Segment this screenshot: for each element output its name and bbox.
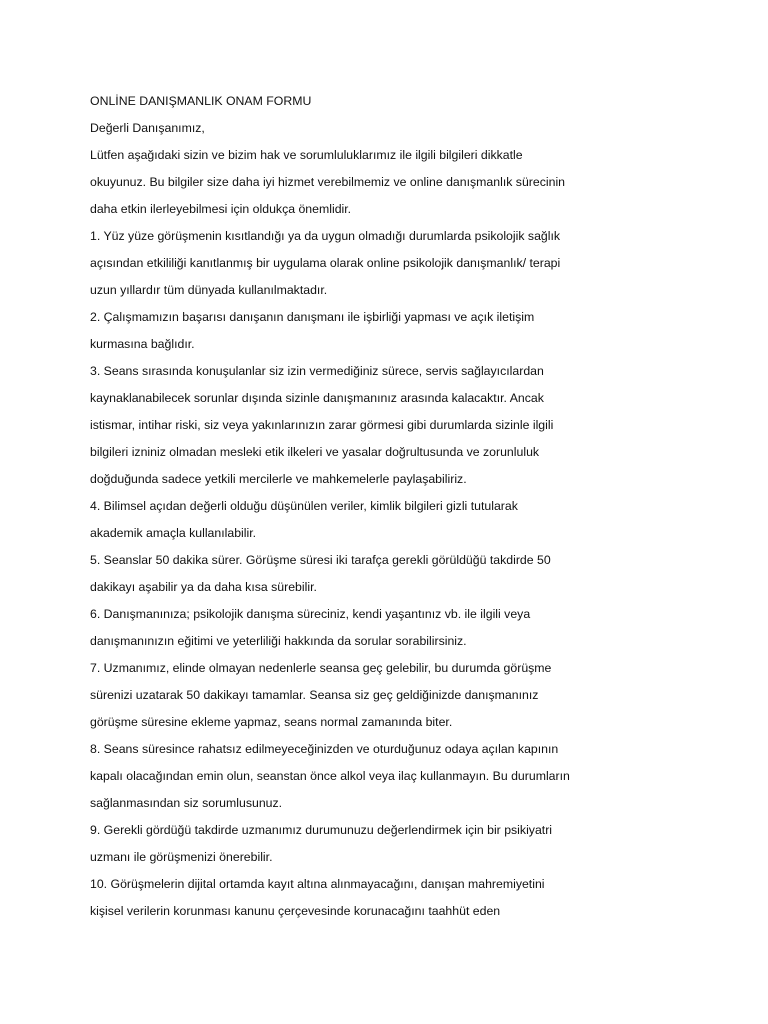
text-line: bilgileri izniniz olmadan mesleki etik ilkeleri ve yasalar doğrultusunda ve zorunluluk <box>90 445 540 459</box>
text-line: okuyunuz. Bu bilgiler size daha iyi hizmet verebilmemiz ve online danışmanlık sürecinin <box>90 175 566 189</box>
text-line: danışmanınızın eğitimi ve yeterliliği hakkında da sorular sorabilirsiniz. <box>90 634 467 648</box>
text-line: 5. Seanslar 50 dakika sürer. Görüşme süresi iki tarafça gerekli görüldüğü takdirde 50 <box>90 553 551 567</box>
text-line: 7. Uzmanımız, elinde olmayan nedenlerle seansa geç gelebilir, bu durumda görüşme <box>90 661 552 675</box>
text-line: Lütfen aşağıdaki sizin ve bizim hak ve sorumluluklarımız ile ilgili bilgileri dikkatle <box>90 148 523 162</box>
text-line: görüşme süresine ekleme yapmaz, seans normal zamanında biter. <box>90 715 453 729</box>
text-line: kaynaklanabilecek sorunlar dışında sizinle danışmanınız arasında kalacaktır. Ancak <box>90 391 544 405</box>
text-line: 1. Yüz yüze görüşmenin kısıtlandığı ya da uygun olmadığı durumlarda psikolojik sağlık <box>90 229 561 243</box>
document-title: ONLİNE DANIŞMANLIK ONAM FORMU <box>90 94 312 108</box>
text-line: sağlanmasından siz sorumlusunuz. <box>90 796 283 810</box>
text-line: 4. Bilimsel açıdan değerli olduğu düşünülen veriler, kimlik bilgileri gizli tutularak <box>90 499 518 513</box>
salutation: Değerli Danışanımız, <box>90 121 205 135</box>
document-body <box>90 88 690 925</box>
text-line: açısından etkililiği kanıtlanmış bir uygulama olarak online psikolojik danışmanlık/ terapi <box>90 256 561 270</box>
text-line: 9. Gerekli gördüğü takdirde uzmanımız durumunuzu değerlendirmek için bir psikiyatri <box>90 823 553 837</box>
text-line: akademik amaçla kullanılabilir. <box>90 526 257 540</box>
text-line: 2. Çalışmamızın başarısı danışanın danışmanı ile işbirliği yapması ve açık iletişim <box>90 310 535 324</box>
text-line: 6. Danışmanınıza; psikolojik danışma süreciniz, kendi yaşantınız vb. ile ilgili veya <box>90 607 531 621</box>
text-line: istismar, intihar riski, siz veya yakınlarınızın zarar görmesi gibi durumlarda sizinle ilgili <box>90 418 554 432</box>
text-line: kurmasına bağlıdır. <box>90 337 195 351</box>
text-line: dakikayı aşabilir ya da daha kısa sürebilir. <box>90 580 317 594</box>
text-line: kişisel verilerin korunması kanunu çerçevesinde korunacağını taahhüt eden <box>90 904 501 918</box>
text-line: kapalı olacağından emin olun, seanstan önce alkol veya ilaç kullanmayın. Bu durumların <box>90 769 570 783</box>
text-line: sürenizi uzatarak 50 dakikayı tamamlar. Seansa siz geç geldiğinizde danışmanınız <box>90 688 539 702</box>
text-line: 8. Seans süresince rahatsız edilmeyeceğinizden ve oturduğunuz odaya açılan kapının <box>90 742 559 756</box>
text-line: 3. Seans sırasında konuşulanlar siz izin vermediğiniz sürece, servis sağlayıcılardan <box>90 364 544 378</box>
text-line: uzun yıllardır tüm dünyada kullanılmaktadır. <box>90 283 328 297</box>
text-line: daha etkin ilerleyebilmesi için oldukça önemlidir. <box>90 202 352 216</box>
text-line: doğduğunda sadece yetkili mercilerle ve mahkemelerle paylaşabiliriz. <box>90 472 467 486</box>
text-line: uzmanı ile görüşmenizi önerebilir. <box>90 850 273 864</box>
text-line: 10. Görüşmelerin dijital ortamda kayıt altına alınmayacağını, danışan mahremiyetini <box>90 877 545 891</box>
